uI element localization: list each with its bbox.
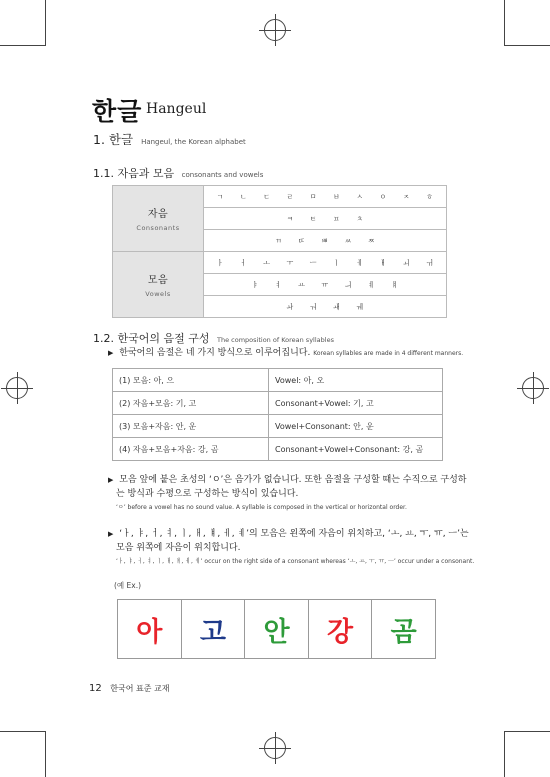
book-title: 한국어 표준 교재 (110, 684, 170, 693)
section-heading-1-1 (93, 165, 263, 181)
bullet-icon: ▶ (108, 349, 114, 357)
vowels-row-1 (204, 252, 447, 274)
letter: ㅢ (344, 280, 352, 289)
letter: ㅓ (239, 258, 248, 267)
letter: ㄴ (239, 192, 248, 201)
page-number: 12 (89, 683, 102, 694)
table-cell: (2) 자음+모음: 기, 고 (113, 392, 269, 415)
registration-mark-icon (6, 377, 28, 399)
letter: ㅎ (426, 192, 434, 201)
label-en: Consonants (136, 224, 180, 232)
section-title: 한국어의 음절 구성 (117, 332, 210, 345)
example-label: (예 Ex.) (114, 581, 142, 590)
registration-mark-icon (264, 19, 286, 41)
bullet-icon: ▶ (108, 476, 114, 484)
section-number: 1.2. (93, 332, 114, 345)
letter: ㅆ (344, 236, 352, 245)
example-syllable: 안 (245, 600, 309, 658)
table-cell: (4) 자음+모음+자음: 강, 곰 (113, 438, 269, 461)
bullet-text: 는 방식과 수평으로 구성하는 방식이 있습니다. (116, 489, 299, 499)
letter: ㅚ (402, 258, 411, 267)
crop-mark (504, 0, 505, 46)
letters-table (112, 185, 447, 318)
bullet-text: 모음 앞에 붙은 초성의 ‘ㅇ’은 음가가 없습니다. 또한 음절을 구성할 때는 수직으로 구성하 (119, 475, 467, 485)
letter: ㅡ (309, 258, 317, 267)
vowels-label (113, 252, 204, 318)
label-ko: 자음 (147, 209, 169, 220)
letter: ㅅ (356, 192, 364, 201)
page-title-en: Hangeul (146, 101, 207, 117)
letter: ㅖ (367, 280, 376, 289)
example-syllable: 곰 (390, 616, 417, 648)
section-number: 1.1. (93, 167, 114, 180)
table-cell: Consonant+Vowel+Consonant: 강, 곰 (269, 438, 443, 461)
letter: ㅗ (263, 258, 271, 267)
table-row (113, 438, 443, 461)
crop-mark (0, 731, 46, 732)
table-row (113, 369, 443, 392)
letter: ㄹ (286, 192, 294, 201)
letter: ㅘ (286, 302, 294, 311)
bullet-icon: ▶ (108, 530, 114, 538)
example-box (117, 599, 436, 659)
letter: ㅜ (286, 258, 294, 267)
consonants-row-1 (204, 186, 447, 208)
section-subtitle: The composition of Korean syllables (217, 336, 334, 344)
table-cell: Vowel: 아, 오 (269, 369, 443, 392)
section-subtitle: Hangeul, the Korean alphabet (141, 138, 246, 146)
letter: ㅞ (356, 302, 364, 311)
letter: ㄷ (263, 192, 271, 201)
section-title: 한글 (108, 132, 134, 147)
syllable-table (112, 368, 443, 461)
crop-mark (504, 731, 550, 732)
letter: ㄱ (216, 192, 224, 201)
letter: ㅋ (286, 214, 294, 223)
letter: ㅈ (402, 192, 411, 201)
crop-mark (504, 45, 550, 46)
letter: ㅕ (274, 280, 283, 289)
table-cell: Vowel+Consonant: 안, 운 (269, 415, 443, 438)
letter: ㅏ (216, 258, 224, 267)
registration-mark-icon (522, 377, 544, 399)
example-syllable: 고 (182, 600, 246, 658)
section-subtitle: consonants and vowels (181, 171, 264, 179)
crop-mark (45, 731, 46, 777)
bullet-vowel-position (108, 527, 478, 569)
bullet-text-en: Korean syllables are made in 4 different manners. (313, 350, 464, 357)
vowels-row-2 (204, 274, 447, 296)
letter: ㄲ (274, 236, 283, 245)
letter: ㅁ (309, 192, 317, 201)
crop-mark (504, 731, 505, 777)
letter: ㅌ (309, 214, 317, 223)
crop-mark (45, 0, 46, 46)
letter: ㅣ (333, 258, 341, 267)
letter: ㅟ (426, 258, 434, 267)
bullet-text: 모음 위쪽에 자음이 위치합니다. (116, 543, 241, 553)
letter: ㄸ (298, 236, 306, 245)
consonants-label (113, 186, 204, 252)
letter: ㅒ (391, 280, 399, 289)
letter: ㅃ (321, 236, 329, 245)
letter: ㅇ (379, 192, 387, 201)
section-heading-1 (93, 130, 246, 148)
consonants-row-3 (204, 230, 447, 252)
example-syllable: 아 (118, 600, 182, 658)
bullet-ieung-note (108, 473, 478, 515)
letter: ㅉ (367, 236, 376, 245)
crop-mark (0, 45, 46, 46)
bullet-text-en: ‘ㅏ, ㅑ, ㅓ, ㅕ, ㅣ, ㅐ, ㅒ, ㅔ, ㅖ’ occur on the right side of a consonant whereas ‘ㅗ, ㅛ, ㅜ, ㅠ, ㅡ’ occur under a consonant. (116, 558, 475, 565)
bullet-syllable-types (108, 346, 463, 361)
letter: ㅊ (356, 214, 364, 223)
letter: ㅛ (298, 280, 306, 289)
page-title: 한글 (92, 97, 143, 126)
letter: ㅔ (356, 258, 364, 267)
bullet-text: 한국어의 음절은 네 가지 방식으로 이루어집니다. (119, 348, 311, 358)
letter: ㅐ (379, 258, 387, 267)
label-ko: 모음 (147, 275, 169, 286)
table-row (113, 392, 443, 415)
table-cell: (1) 모음: 아, 으 (113, 369, 269, 392)
table-row (113, 415, 443, 438)
letter: ㅂ (333, 192, 341, 201)
bullet-text-en: ‘ㅇ’ before a vowel has no sound value. A syllable is composed in the vertical or horizontal order. (116, 504, 407, 511)
letter: ㅑ (251, 280, 259, 289)
section-number: 1. (93, 132, 105, 147)
table-cell: Consonant+Vowel: 기, 고 (269, 392, 443, 415)
page-footer (89, 683, 169, 694)
label-en: Vowels (145, 290, 171, 298)
letter: ㅍ (333, 214, 341, 223)
section-title: 자음과 모음 (117, 167, 175, 180)
example-syllable: 강 (309, 600, 373, 658)
section-heading-1-2 (93, 330, 334, 346)
letter: ㅠ (321, 280, 329, 289)
consonants-row-2 (204, 208, 447, 230)
registration-mark-icon (264, 737, 286, 759)
letter: ㅝ (309, 302, 317, 311)
letter: ㅙ (333, 302, 341, 311)
vowels-row-3 (204, 296, 447, 318)
bullet-text: ‘ㅏ, ㅑ, ㅓ, ㅕ, ㅣ, ㅐ, ㅒ, ㅔ, ㅖ’의 모음은 왼쪽에 자음이 위치하고, ‘ㅗ, ㅛ, ㅜ, ㅠ, ㅡ’는 (119, 529, 469, 539)
table-cell: (3) 모음+자음: 안, 운 (113, 415, 269, 438)
